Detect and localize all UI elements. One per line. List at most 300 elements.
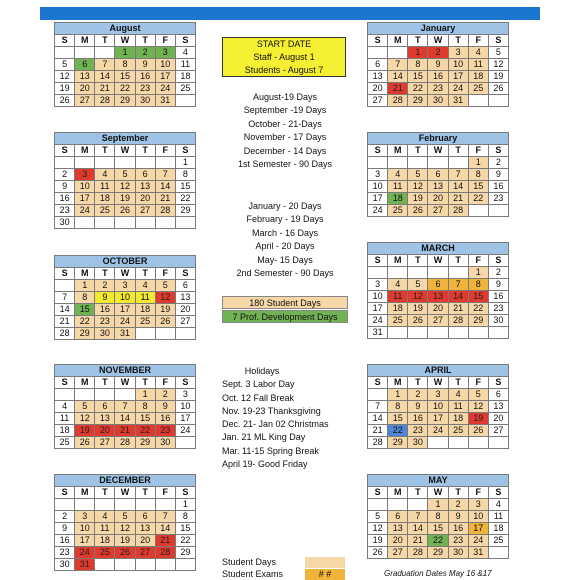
day-cell <box>448 157 468 169</box>
day-cell: 13 <box>75 71 95 83</box>
day-cell: 10 <box>75 523 95 535</box>
days-line: October - 21-Days <box>248 118 322 129</box>
month-title: APRIL <box>368 365 509 377</box>
day-cell: 21 <box>95 83 115 95</box>
day-cell: 4 <box>468 47 488 59</box>
day-cell: 3 <box>175 389 195 401</box>
day-cell <box>55 280 75 292</box>
day-cell: 2 <box>448 499 468 511</box>
days-line: March - 16 Days <box>251 227 319 238</box>
weekday-header: T <box>448 145 468 157</box>
day-cell: 5 <box>55 59 75 71</box>
day-cell <box>408 499 428 511</box>
day-cell <box>388 157 408 169</box>
day-cell: 5 <box>488 47 508 59</box>
weekday-header: T <box>135 35 155 47</box>
day-cell: 9 <box>448 511 468 523</box>
day-cell: 13 <box>135 181 155 193</box>
day-cell: 18 <box>95 193 115 205</box>
day-cell: 28 <box>155 205 175 217</box>
day-cell: 18 <box>135 304 155 316</box>
day-cell: 5 <box>75 401 95 413</box>
first-semester-days <box>205 91 365 171</box>
day-cell <box>408 327 428 339</box>
weekday-header: M <box>75 268 95 280</box>
day-cell: 4 <box>55 401 75 413</box>
day-cell <box>175 559 195 571</box>
day-cell: 27 <box>428 205 448 217</box>
day-cell: 27 <box>368 95 388 107</box>
day-cell <box>368 389 388 401</box>
day-cell: 4 <box>388 279 408 291</box>
day-cell: 20 <box>388 535 408 547</box>
day-cell: 4 <box>488 499 508 511</box>
day-cell: 12 <box>115 181 135 193</box>
days-line: August-19 Days <box>252 92 318 102</box>
day-cell: 25 <box>388 205 408 217</box>
day-cell: 1 <box>388 389 408 401</box>
day-cell <box>75 389 95 401</box>
day-cell: 15 <box>408 71 428 83</box>
weekday-header: W <box>428 145 448 157</box>
day-cell: 29 <box>408 95 428 107</box>
day-cell <box>155 328 175 340</box>
weekday-header: S <box>488 377 508 389</box>
footer-student-exams: Student Exams <box>222 569 284 579</box>
weekday-header: T <box>135 377 155 389</box>
day-cell: 5 <box>408 279 428 291</box>
holiday-item: April 19- Good Friday <box>222 459 308 470</box>
day-cell: 11 <box>388 291 408 303</box>
day-cell: 2 <box>55 511 75 523</box>
weekday-header: W <box>428 35 448 47</box>
day-cell: 28 <box>55 328 75 340</box>
day-cell: 6 <box>388 511 408 523</box>
day-cell: 20 <box>95 425 115 437</box>
day-cell <box>388 47 408 59</box>
day-cell: 22 <box>175 535 195 547</box>
day-cell: 18 <box>55 425 75 437</box>
day-cell: 24 <box>75 547 95 559</box>
day-cell: 26 <box>155 316 175 328</box>
weekday-header: M <box>75 145 95 157</box>
day-cell: 3 <box>155 47 175 59</box>
day-cell: 29 <box>135 437 155 449</box>
day-cell: 22 <box>468 303 488 315</box>
day-cell: 23 <box>155 425 175 437</box>
day-cell: 16 <box>448 523 468 535</box>
weekday-header: M <box>388 377 408 389</box>
day-cell <box>95 389 115 401</box>
weekday-header: F <box>155 145 175 157</box>
day-cell: 6 <box>75 59 95 71</box>
weekday-header: S <box>175 145 195 157</box>
day-cell <box>175 328 195 340</box>
day-cell <box>468 437 488 449</box>
day-cell: 18 <box>388 193 408 205</box>
day-cell: 30 <box>428 95 448 107</box>
day-cell: 30 <box>55 217 75 229</box>
day-cell: 1 <box>468 267 488 279</box>
day-cell: 16 <box>488 291 508 303</box>
day-cell: 13 <box>368 71 388 83</box>
calendar-september <box>54 132 196 229</box>
day-cell: 29 <box>75 328 95 340</box>
day-cell: 9 <box>488 169 508 181</box>
day-cell: 28 <box>95 95 115 107</box>
day-cell: 13 <box>428 291 448 303</box>
month-title: February <box>368 133 509 145</box>
day-cell: 2 <box>488 157 508 169</box>
day-cell: 14 <box>155 523 175 535</box>
weekday-header: M <box>388 487 408 499</box>
day-cell: 14 <box>55 304 75 316</box>
start-date-box <box>222 37 346 77</box>
day-cell: 21 <box>388 83 408 95</box>
day-cell: 21 <box>55 316 75 328</box>
day-cell: 12 <box>115 523 135 535</box>
day-cell: 18 <box>388 303 408 315</box>
day-cell: 25 <box>175 83 195 95</box>
footer-student-days: Student Days <box>222 557 277 567</box>
day-cell: 6 <box>368 59 388 71</box>
day-cell: 1 <box>135 389 155 401</box>
weekday-header: S <box>488 487 508 499</box>
day-cell: 15 <box>428 523 448 535</box>
weekday-header: F <box>468 487 488 499</box>
day-cell: 10 <box>115 292 135 304</box>
day-cell: 26 <box>408 315 428 327</box>
day-cell: 31 <box>468 547 488 559</box>
day-cell: 12 <box>408 181 428 193</box>
weekday-header: W <box>428 377 448 389</box>
day-cell <box>428 327 448 339</box>
day-cell <box>448 437 468 449</box>
weekday-header: S <box>488 255 508 267</box>
day-cell <box>468 205 488 217</box>
day-cell <box>75 47 95 59</box>
day-cell <box>115 389 135 401</box>
day-cell: 17 <box>368 193 388 205</box>
day-cell: 6 <box>175 280 195 292</box>
day-cell: 4 <box>448 389 468 401</box>
day-cell: 21 <box>115 425 135 437</box>
day-cell: 1 <box>468 157 488 169</box>
day-cell <box>95 47 115 59</box>
day-cell <box>388 267 408 279</box>
calendar-february <box>367 132 509 217</box>
day-cell: 28 <box>448 315 468 327</box>
weekday-header: T <box>448 487 468 499</box>
legend-student-days: 180 Student Days <box>222 296 348 309</box>
day-cell: 19 <box>155 304 175 316</box>
day-cell: 23 <box>135 83 155 95</box>
day-cell: 14 <box>388 71 408 83</box>
weekday-header: W <box>428 255 448 267</box>
holidays-title: Holidays <box>244 366 280 376</box>
day-cell: 21 <box>155 193 175 205</box>
day-cell: 28 <box>115 437 135 449</box>
day-cell: 26 <box>115 205 135 217</box>
day-cell <box>175 437 195 449</box>
day-cell: 11 <box>468 59 488 71</box>
day-cell <box>155 157 175 169</box>
day-cell: 7 <box>368 401 388 413</box>
day-cell: 31 <box>115 328 135 340</box>
day-cell: 24 <box>75 205 95 217</box>
day-cell: 5 <box>115 169 135 181</box>
weekday-header: S <box>368 145 388 157</box>
day-cell: 25 <box>95 205 115 217</box>
day-cell: 11 <box>448 401 468 413</box>
day-cell: 11 <box>488 511 508 523</box>
day-cell: 23 <box>55 547 75 559</box>
day-cell: 22 <box>75 316 95 328</box>
day-cell: 31 <box>368 327 388 339</box>
weekday-header: S <box>175 268 195 280</box>
day-cell: 7 <box>55 292 75 304</box>
start-date-title: START DATE <box>256 39 312 49</box>
day-cell: 17 <box>155 71 175 83</box>
weekday-header: M <box>388 255 408 267</box>
day-cell: 1 <box>175 499 195 511</box>
day-cell: 14 <box>155 181 175 193</box>
weekday-header: T <box>408 377 428 389</box>
weekday-header: F <box>155 35 175 47</box>
day-cell: 6 <box>428 169 448 181</box>
day-cell: 15 <box>175 181 195 193</box>
day-cell: 24 <box>115 316 135 328</box>
day-cell <box>488 95 508 107</box>
day-cell <box>408 267 428 279</box>
day-cell: 1 <box>115 47 135 59</box>
weekday-header: T <box>95 487 115 499</box>
day-cell <box>95 499 115 511</box>
day-cell: 19 <box>408 193 428 205</box>
calendar-october <box>54 255 196 340</box>
day-cell: 15 <box>468 291 488 303</box>
day-cell: 17 <box>75 535 95 547</box>
days-line: September -19 Days <box>243 105 327 116</box>
day-cell: 19 <box>468 413 488 425</box>
weekday-header: T <box>135 487 155 499</box>
weekday-header: M <box>75 35 95 47</box>
day-cell <box>115 217 135 229</box>
day-cell: 18 <box>95 535 115 547</box>
day-cell: 18 <box>488 523 508 535</box>
weekday-header: F <box>468 255 488 267</box>
day-cell: 29 <box>175 205 195 217</box>
day-cell: 7 <box>155 511 175 523</box>
weekday-header: S <box>55 487 75 499</box>
weekday-header: T <box>135 145 155 157</box>
day-cell: 27 <box>388 547 408 559</box>
day-cell: 14 <box>448 291 468 303</box>
day-cell: 15 <box>115 71 135 83</box>
day-cell: 13 <box>95 413 115 425</box>
days-line: February - 19 Days <box>246 214 324 225</box>
day-cell: 16 <box>428 71 448 83</box>
weekday-header: T <box>95 145 115 157</box>
day-cell: 10 <box>368 181 388 193</box>
student-exams-swatch: # # <box>305 569 345 580</box>
day-cell: 1 <box>428 499 448 511</box>
day-cell: 27 <box>488 425 508 437</box>
weekday-header: T <box>95 377 115 389</box>
weekday-header: T <box>408 35 428 47</box>
day-cell: 16 <box>155 413 175 425</box>
day-cell: 8 <box>468 279 488 291</box>
day-cell: 10 <box>448 59 468 71</box>
day-cell <box>468 327 488 339</box>
day-cell: 30 <box>488 315 508 327</box>
day-cell: 17 <box>468 523 488 535</box>
day-cell: 6 <box>135 511 155 523</box>
weekday-header: T <box>408 487 428 499</box>
day-cell <box>448 327 468 339</box>
day-cell: 7 <box>388 59 408 71</box>
day-cell: 7 <box>95 59 115 71</box>
month-title: NOVEMBER <box>55 365 196 377</box>
days-line: May- 15 Days <box>257 254 313 265</box>
weekday-header: S <box>55 268 75 280</box>
holiday-item: Jan. 21 ML King Day <box>222 432 306 443</box>
second-semester-days <box>205 200 365 280</box>
day-cell: 12 <box>408 291 428 303</box>
day-cell: 4 <box>175 47 195 59</box>
holiday-item: Mar. 11-15 Spring Break <box>222 445 319 456</box>
day-cell: 12 <box>55 71 75 83</box>
day-cell: 25 <box>488 535 508 547</box>
day-cell: 9 <box>155 401 175 413</box>
start-date-staff: Staff - August 1 <box>253 52 315 62</box>
day-cell <box>468 95 488 107</box>
day-cell: 7 <box>448 169 468 181</box>
day-cell <box>55 157 75 169</box>
day-cell: 27 <box>175 316 195 328</box>
day-cell: 23 <box>488 303 508 315</box>
weekday-header: W <box>115 268 135 280</box>
day-cell <box>95 559 115 571</box>
day-cell: 12 <box>488 59 508 71</box>
day-cell: 7 <box>448 279 468 291</box>
weekday-header: M <box>388 35 408 47</box>
day-cell: 8 <box>175 169 195 181</box>
weekday-header: F <box>155 377 175 389</box>
day-cell: 29 <box>115 95 135 107</box>
day-cell: 8 <box>408 59 428 71</box>
day-cell <box>488 437 508 449</box>
day-cell <box>155 499 175 511</box>
weekday-header: S <box>368 35 388 47</box>
day-cell: 12 <box>155 292 175 304</box>
day-cell: 18 <box>448 413 468 425</box>
holiday-item: Nov. 19-23 Thanksgiving <box>222 405 321 416</box>
weekday-header: F <box>468 35 488 47</box>
day-cell: 11 <box>95 523 115 535</box>
day-cell: 3 <box>115 280 135 292</box>
day-cell: 29 <box>468 315 488 327</box>
day-cell <box>428 437 448 449</box>
weekday-header: T <box>408 145 428 157</box>
holidays-list <box>222 365 329 471</box>
day-cell <box>488 327 508 339</box>
day-cell: 19 <box>368 535 388 547</box>
day-cell: 11 <box>135 292 155 304</box>
day-cell: 4 <box>135 280 155 292</box>
day-cell: 16 <box>408 413 428 425</box>
day-cell: 11 <box>388 181 408 193</box>
holiday-item: Dec. 21- Jan 02 Christmas <box>222 419 329 430</box>
day-cell: 15 <box>388 413 408 425</box>
day-cell <box>155 217 175 229</box>
calendar-august <box>54 22 196 107</box>
day-cell <box>115 499 135 511</box>
day-cell: 6 <box>135 169 155 181</box>
day-cell: 13 <box>428 181 448 193</box>
day-cell: 12 <box>75 413 95 425</box>
day-cell: 2 <box>428 47 448 59</box>
day-cell <box>175 217 195 229</box>
day-cell: 24 <box>175 425 195 437</box>
weekday-header: S <box>368 487 388 499</box>
day-cell: 20 <box>488 413 508 425</box>
weekday-header: F <box>468 377 488 389</box>
day-cell: 23 <box>55 205 75 217</box>
weekday-header: W <box>115 35 135 47</box>
day-cell: 19 <box>55 83 75 95</box>
day-cell: 9 <box>488 279 508 291</box>
day-cell <box>55 499 75 511</box>
day-cell: 17 <box>75 193 95 205</box>
day-cell <box>448 267 468 279</box>
day-cell: 24 <box>448 83 468 95</box>
day-cell: 20 <box>368 83 388 95</box>
month-title: August <box>55 23 196 35</box>
weekday-header: T <box>408 255 428 267</box>
day-cell: 22 <box>468 193 488 205</box>
day-cell: 25 <box>448 425 468 437</box>
day-cell: 8 <box>388 401 408 413</box>
days-line: November - 17 Days <box>243 132 327 143</box>
day-cell: 17 <box>115 304 135 316</box>
day-cell: 13 <box>488 401 508 413</box>
day-cell: 19 <box>115 535 135 547</box>
weekday-header: S <box>368 255 388 267</box>
day-cell: 3 <box>428 389 448 401</box>
day-cell: 17 <box>175 413 195 425</box>
weekday-header: W <box>428 487 448 499</box>
weekday-header: T <box>95 268 115 280</box>
day-cell: 2 <box>408 389 428 401</box>
day-cell: 15 <box>175 523 195 535</box>
day-cell: 26 <box>488 83 508 95</box>
days-line: April - 20 Days <box>255 241 315 252</box>
weekday-header: T <box>135 268 155 280</box>
day-cell: 3 <box>75 511 95 523</box>
month-title: OCTOBER <box>55 256 196 268</box>
day-cell: 20 <box>428 303 448 315</box>
day-cell: 30 <box>408 437 428 449</box>
day-cell: 28 <box>368 437 388 449</box>
day-cell: 9 <box>135 59 155 71</box>
day-cell: 22 <box>175 193 195 205</box>
weekday-header: W <box>115 487 135 499</box>
day-cell: 27 <box>95 437 115 449</box>
day-cell <box>368 157 388 169</box>
day-cell: 8 <box>115 59 135 71</box>
day-cell: 3 <box>75 169 95 181</box>
